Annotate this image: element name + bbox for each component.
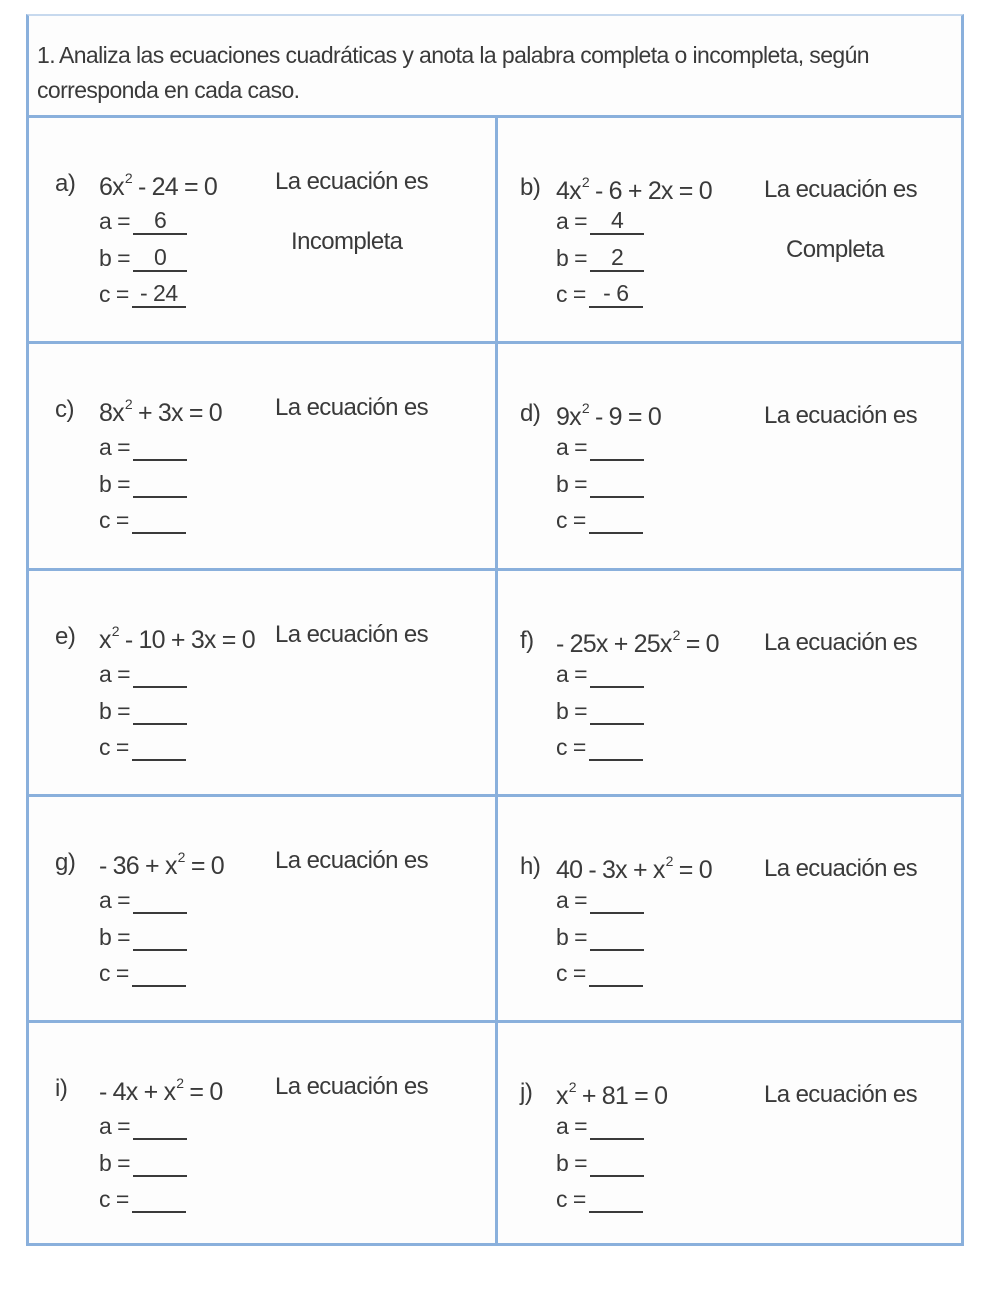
- exponent: 2: [581, 174, 589, 190]
- coefficient-c-label: c =: [99, 507, 129, 533]
- coefficient-c-row: [99, 960, 186, 987]
- exercise-cell: [29, 118, 498, 344]
- equation-rhs: + 81 = 0: [575, 1082, 668, 1110]
- coefficient-c-row: [556, 281, 643, 308]
- exercise-grid: [29, 118, 961, 1245]
- coefficient-a-label: a =: [556, 208, 588, 234]
- equation: [99, 396, 222, 428]
- equation-rhs: = 0: [184, 852, 224, 880]
- equation-lhs: x: [556, 1082, 568, 1110]
- equation-lhs: 9x: [556, 403, 581, 431]
- coefficient-a-label: a =: [556, 434, 588, 460]
- equation-lhs: 6x: [99, 173, 124, 201]
- coefficient-a-label: a =: [556, 1113, 588, 1139]
- coefficient-b-row: [99, 1150, 187, 1177]
- coefficient-a-label: a =: [99, 1113, 131, 1139]
- equation-caption: La ecuación es: [764, 176, 918, 203]
- exponent: 2: [124, 396, 132, 412]
- exercise-cell: [498, 344, 961, 571]
- equation-lhs: - 4x + x: [99, 1078, 176, 1106]
- coefficient-b-label: b =: [99, 924, 131, 950]
- coefficient-b-row: [556, 924, 644, 951]
- coefficient-c-label: c =: [556, 507, 586, 533]
- coefficient-c-row: [99, 507, 186, 534]
- equation-rhs: + 3x = 0: [131, 399, 222, 427]
- equation-rhs: = 0: [679, 630, 719, 658]
- coefficient-b-label: b =: [556, 471, 588, 497]
- coefficient-c-field[interactable]: [132, 1186, 186, 1213]
- exercise-cell: [29, 797, 498, 1023]
- equation: [556, 853, 712, 885]
- equation-lhs: - 36 + x: [99, 852, 177, 880]
- exponent: 2: [124, 170, 132, 186]
- coefficient-c-label: c =: [556, 960, 586, 986]
- equation-caption: La ecuación es: [764, 402, 918, 429]
- coefficient-c-label: c =: [556, 281, 586, 307]
- coefficient-a-label: a =: [99, 887, 131, 913]
- coefficient-a-row: [99, 661, 187, 688]
- verdict-answer[interactable]: Completa: [786, 236, 884, 263]
- coefficient-b-field[interactable]: [590, 924, 644, 951]
- coefficient-a-field[interactable]: 6: [133, 208, 187, 235]
- equation-caption: La ecuación es: [764, 629, 918, 656]
- coefficient-a-field[interactable]: [133, 661, 187, 688]
- equation-caption: La ecuación es: [764, 855, 918, 882]
- equation: [556, 627, 719, 659]
- equation-caption: La ecuación es: [275, 1073, 429, 1100]
- coefficient-b-row: [99, 924, 187, 951]
- coefficient-b-field[interactable]: 2: [590, 245, 644, 272]
- equation: [99, 170, 217, 202]
- coefficient-b-row: [99, 471, 187, 498]
- coefficient-b-row: [556, 1150, 644, 1177]
- coefficient-a-label: a =: [99, 208, 131, 234]
- coefficient-b-row: [99, 698, 187, 725]
- equation-lhs: x: [99, 626, 111, 654]
- equation-caption: La ecuación es: [275, 168, 429, 195]
- coefficient-a-field[interactable]: [590, 661, 644, 688]
- coefficient-c-label: c =: [556, 1186, 586, 1212]
- exercise-letter: d): [520, 400, 541, 427]
- exercise-letter: e): [55, 623, 76, 650]
- coefficient-a-row: [556, 434, 644, 461]
- equation: [99, 1075, 222, 1107]
- equation-caption: La ecuación es: [275, 621, 429, 648]
- coefficient-c-row: [99, 734, 186, 761]
- exercise-cell: [498, 797, 961, 1023]
- exponent: 2: [581, 400, 589, 416]
- coefficient-b-label: b =: [99, 245, 131, 271]
- exercise-letter: h): [520, 853, 541, 880]
- coefficient-b-label: b =: [556, 1150, 588, 1176]
- equation-rhs: = 0: [183, 1078, 223, 1106]
- coefficient-a-field[interactable]: [133, 434, 187, 461]
- exponent: 2: [665, 853, 673, 869]
- equation: [99, 849, 224, 881]
- exercise-letter: b): [520, 174, 541, 201]
- equation-rhs: - 24 = 0: [131, 173, 218, 201]
- equation: [556, 174, 712, 206]
- exercise-cell: [498, 1023, 961, 1245]
- coefficient-a-row: [99, 208, 187, 235]
- coefficient-b-field[interactable]: [133, 471, 187, 498]
- exercise-letter: f): [520, 627, 534, 654]
- coefficient-a-label: a =: [556, 887, 588, 913]
- coefficient-c-row: [556, 507, 643, 534]
- coefficient-a-row: [99, 1113, 187, 1140]
- coefficient-a-label: a =: [556, 661, 588, 687]
- exponent: 2: [111, 623, 119, 639]
- coefficient-c-field[interactable]: [589, 507, 643, 534]
- exercise-cell: [498, 118, 961, 344]
- coefficient-b-row: [556, 698, 644, 725]
- coefficient-c-field[interactable]: [589, 960, 643, 987]
- coefficient-c-label: c =: [99, 734, 129, 760]
- equation-rhs: = 0: [672, 856, 712, 884]
- coefficient-b-field[interactable]: 0: [133, 245, 187, 272]
- exercise-letter: c): [55, 396, 74, 423]
- exponent: 2: [177, 849, 185, 865]
- coefficient-a-field[interactable]: [590, 1113, 644, 1140]
- coefficient-c-row: [556, 734, 643, 761]
- equation: [556, 400, 661, 432]
- coefficient-a-row: [556, 887, 644, 914]
- equation: [99, 623, 255, 655]
- coefficient-c-row: [556, 960, 643, 987]
- exercise-letter: j): [520, 1079, 533, 1106]
- coefficient-c-field[interactable]: [589, 734, 643, 761]
- coefficient-c-row: [99, 1186, 186, 1213]
- coefficient-b-label: b =: [556, 245, 588, 271]
- coefficient-a-label: a =: [99, 434, 131, 460]
- equation-lhs: 40 - 3x + x: [556, 856, 665, 884]
- exponent: 2: [176, 1075, 184, 1091]
- coefficient-b-label: b =: [556, 924, 588, 950]
- coefficient-a-row: [99, 887, 187, 914]
- coefficient-c-field[interactable]: [589, 1186, 643, 1213]
- coefficient-a-field[interactable]: [590, 434, 644, 461]
- coefficient-a-field[interactable]: [590, 887, 644, 914]
- coefficient-c-field[interactable]: [132, 960, 186, 987]
- coefficient-b-field[interactable]: [133, 698, 187, 725]
- equation-rhs: - 10 + 3x = 0: [118, 626, 255, 654]
- coefficient-a-field[interactable]: 4: [590, 208, 644, 235]
- exercise-letter: g): [55, 849, 76, 876]
- coefficient-a-row: [556, 1113, 644, 1140]
- coefficient-a-row: [99, 434, 187, 461]
- equation-lhs: 8x: [99, 399, 124, 427]
- coefficient-c-field[interactable]: - 6: [589, 281, 643, 308]
- coefficient-a-field[interactable]: [133, 1113, 187, 1140]
- equation-rhs: - 9 = 0: [588, 403, 661, 431]
- exercise-cell: [498, 571, 961, 797]
- equation-caption: La ecuación es: [275, 847, 429, 874]
- coefficient-c-row: [99, 281, 186, 308]
- coefficient-a-row: [556, 208, 644, 235]
- instruction-text: Analiza las ecuaciones cuadráticas y anota la palabra completa o incompleta, según corresponda en cada caso.: [37, 42, 869, 103]
- exercise-letter: a): [55, 170, 76, 197]
- exercise-cell: [29, 344, 498, 571]
- coefficient-a-field[interactable]: [133, 887, 187, 914]
- coefficient-c-label: c =: [99, 960, 129, 986]
- exercise-cell: [29, 571, 498, 797]
- exponent: 2: [568, 1079, 576, 1095]
- coefficient-b-label: b =: [556, 698, 588, 724]
- coefficient-b-label: b =: [99, 698, 131, 724]
- equation-rhs: - 6 + 2x = 0: [588, 177, 712, 205]
- exponent: 2: [672, 627, 680, 643]
- equation-caption: La ecuación es: [275, 394, 429, 421]
- coefficient-a-label: a =: [99, 661, 131, 687]
- coefficient-c-label: c =: [99, 1186, 129, 1212]
- coefficient-a-row: [556, 661, 644, 688]
- coefficient-c-label: c =: [556, 734, 586, 760]
- coefficient-b-field[interactable]: [590, 698, 644, 725]
- equation-lhs: - 25x + 25x: [556, 630, 672, 658]
- verdict-answer[interactable]: Incompleta: [291, 228, 403, 255]
- coefficient-b-row: [556, 245, 644, 272]
- coefficient-b-label: b =: [99, 471, 131, 497]
- coefficient-b-field[interactable]: [133, 1150, 187, 1177]
- exercise-letter: i): [55, 1075, 68, 1102]
- instruction: [29, 16, 961, 118]
- exercise-cell: [29, 1023, 498, 1245]
- coefficient-c-row: [556, 1186, 643, 1213]
- coefficient-b-field[interactable]: [590, 471, 644, 498]
- equation: [556, 1079, 667, 1111]
- coefficient-c-label: c =: [99, 281, 129, 307]
- coefficient-b-label: b =: [99, 1150, 131, 1176]
- coefficient-b-row: [99, 245, 187, 272]
- equation-caption: La ecuación es: [764, 1081, 918, 1108]
- coefficient-c-field[interactable]: [132, 507, 186, 534]
- worksheet: [26, 14, 964, 1246]
- instruction-number: 1.: [37, 42, 55, 68]
- coefficient-b-field[interactable]: [133, 924, 187, 951]
- equation-lhs: 4x: [556, 177, 581, 205]
- coefficient-c-field[interactable]: [132, 734, 186, 761]
- coefficient-c-field[interactable]: - 24: [132, 281, 186, 308]
- coefficient-b-row: [556, 471, 644, 498]
- coefficient-b-field[interactable]: [590, 1150, 644, 1177]
